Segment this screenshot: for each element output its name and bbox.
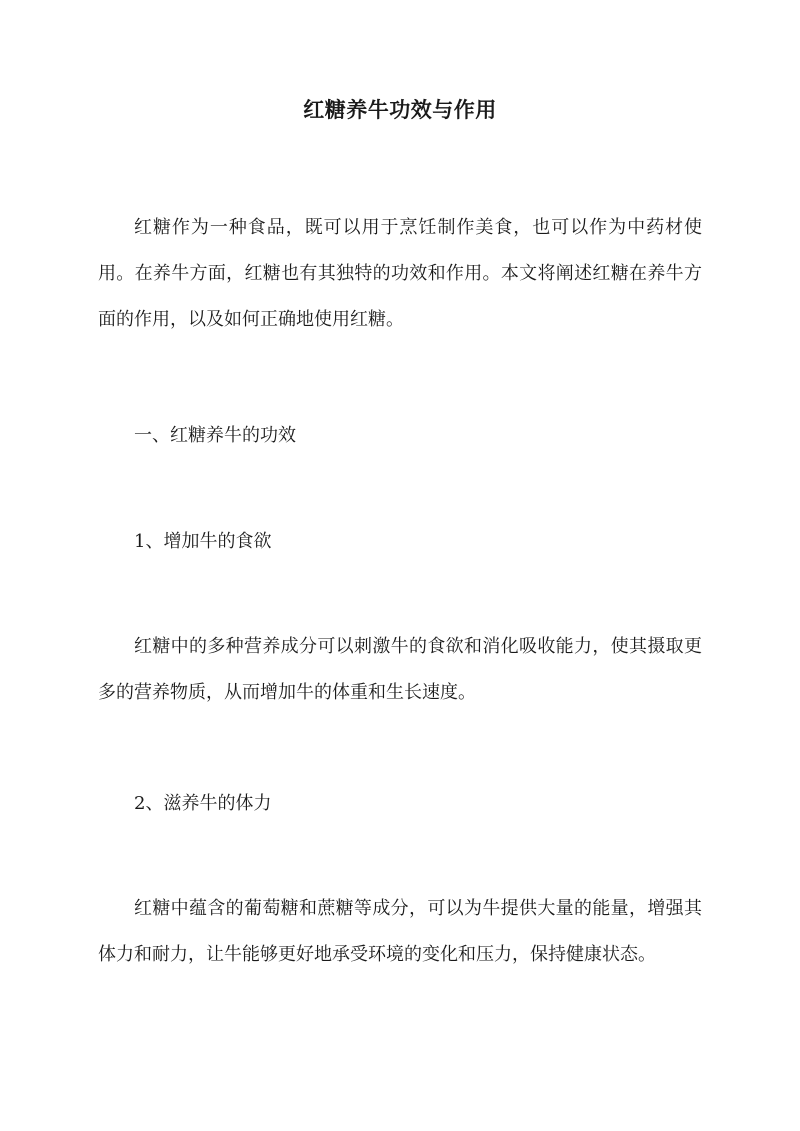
paragraph-stamina: 红糖中蕴含的葡萄糖和蔗糖等成分，可以为牛提供大量的能量，增强其体力和耐力，让牛能够更好地承受环境的变化和压力，保持健康状态。 [98, 898, 702, 965]
section-heading-benefits: 一、红糖养牛的功效 [134, 425, 296, 446]
subheading-stamina: 2、滋养牛的体力 [134, 793, 272, 814]
document-title: 红糖养牛功效与作用 [303, 97, 497, 122]
paragraph-appetite: 红糖中的多种营养成分可以刺激牛的食欲和消化吸收能力，使其摄取更多的营养物质，从而增加牛的体重和生长速度。 [98, 636, 702, 703]
subheading-appetite: 1、增加牛的食欲 [134, 531, 272, 552]
intro-paragraph: 红糖作为一种食品，既可以用于烹饪制作美食，也可以作为中药材使用。在养牛方面，红糖也有其独特的功效和作用。本文将阐述红糖在养牛方面的作用，以及如何正确地使用红糖。 [98, 217, 702, 330]
